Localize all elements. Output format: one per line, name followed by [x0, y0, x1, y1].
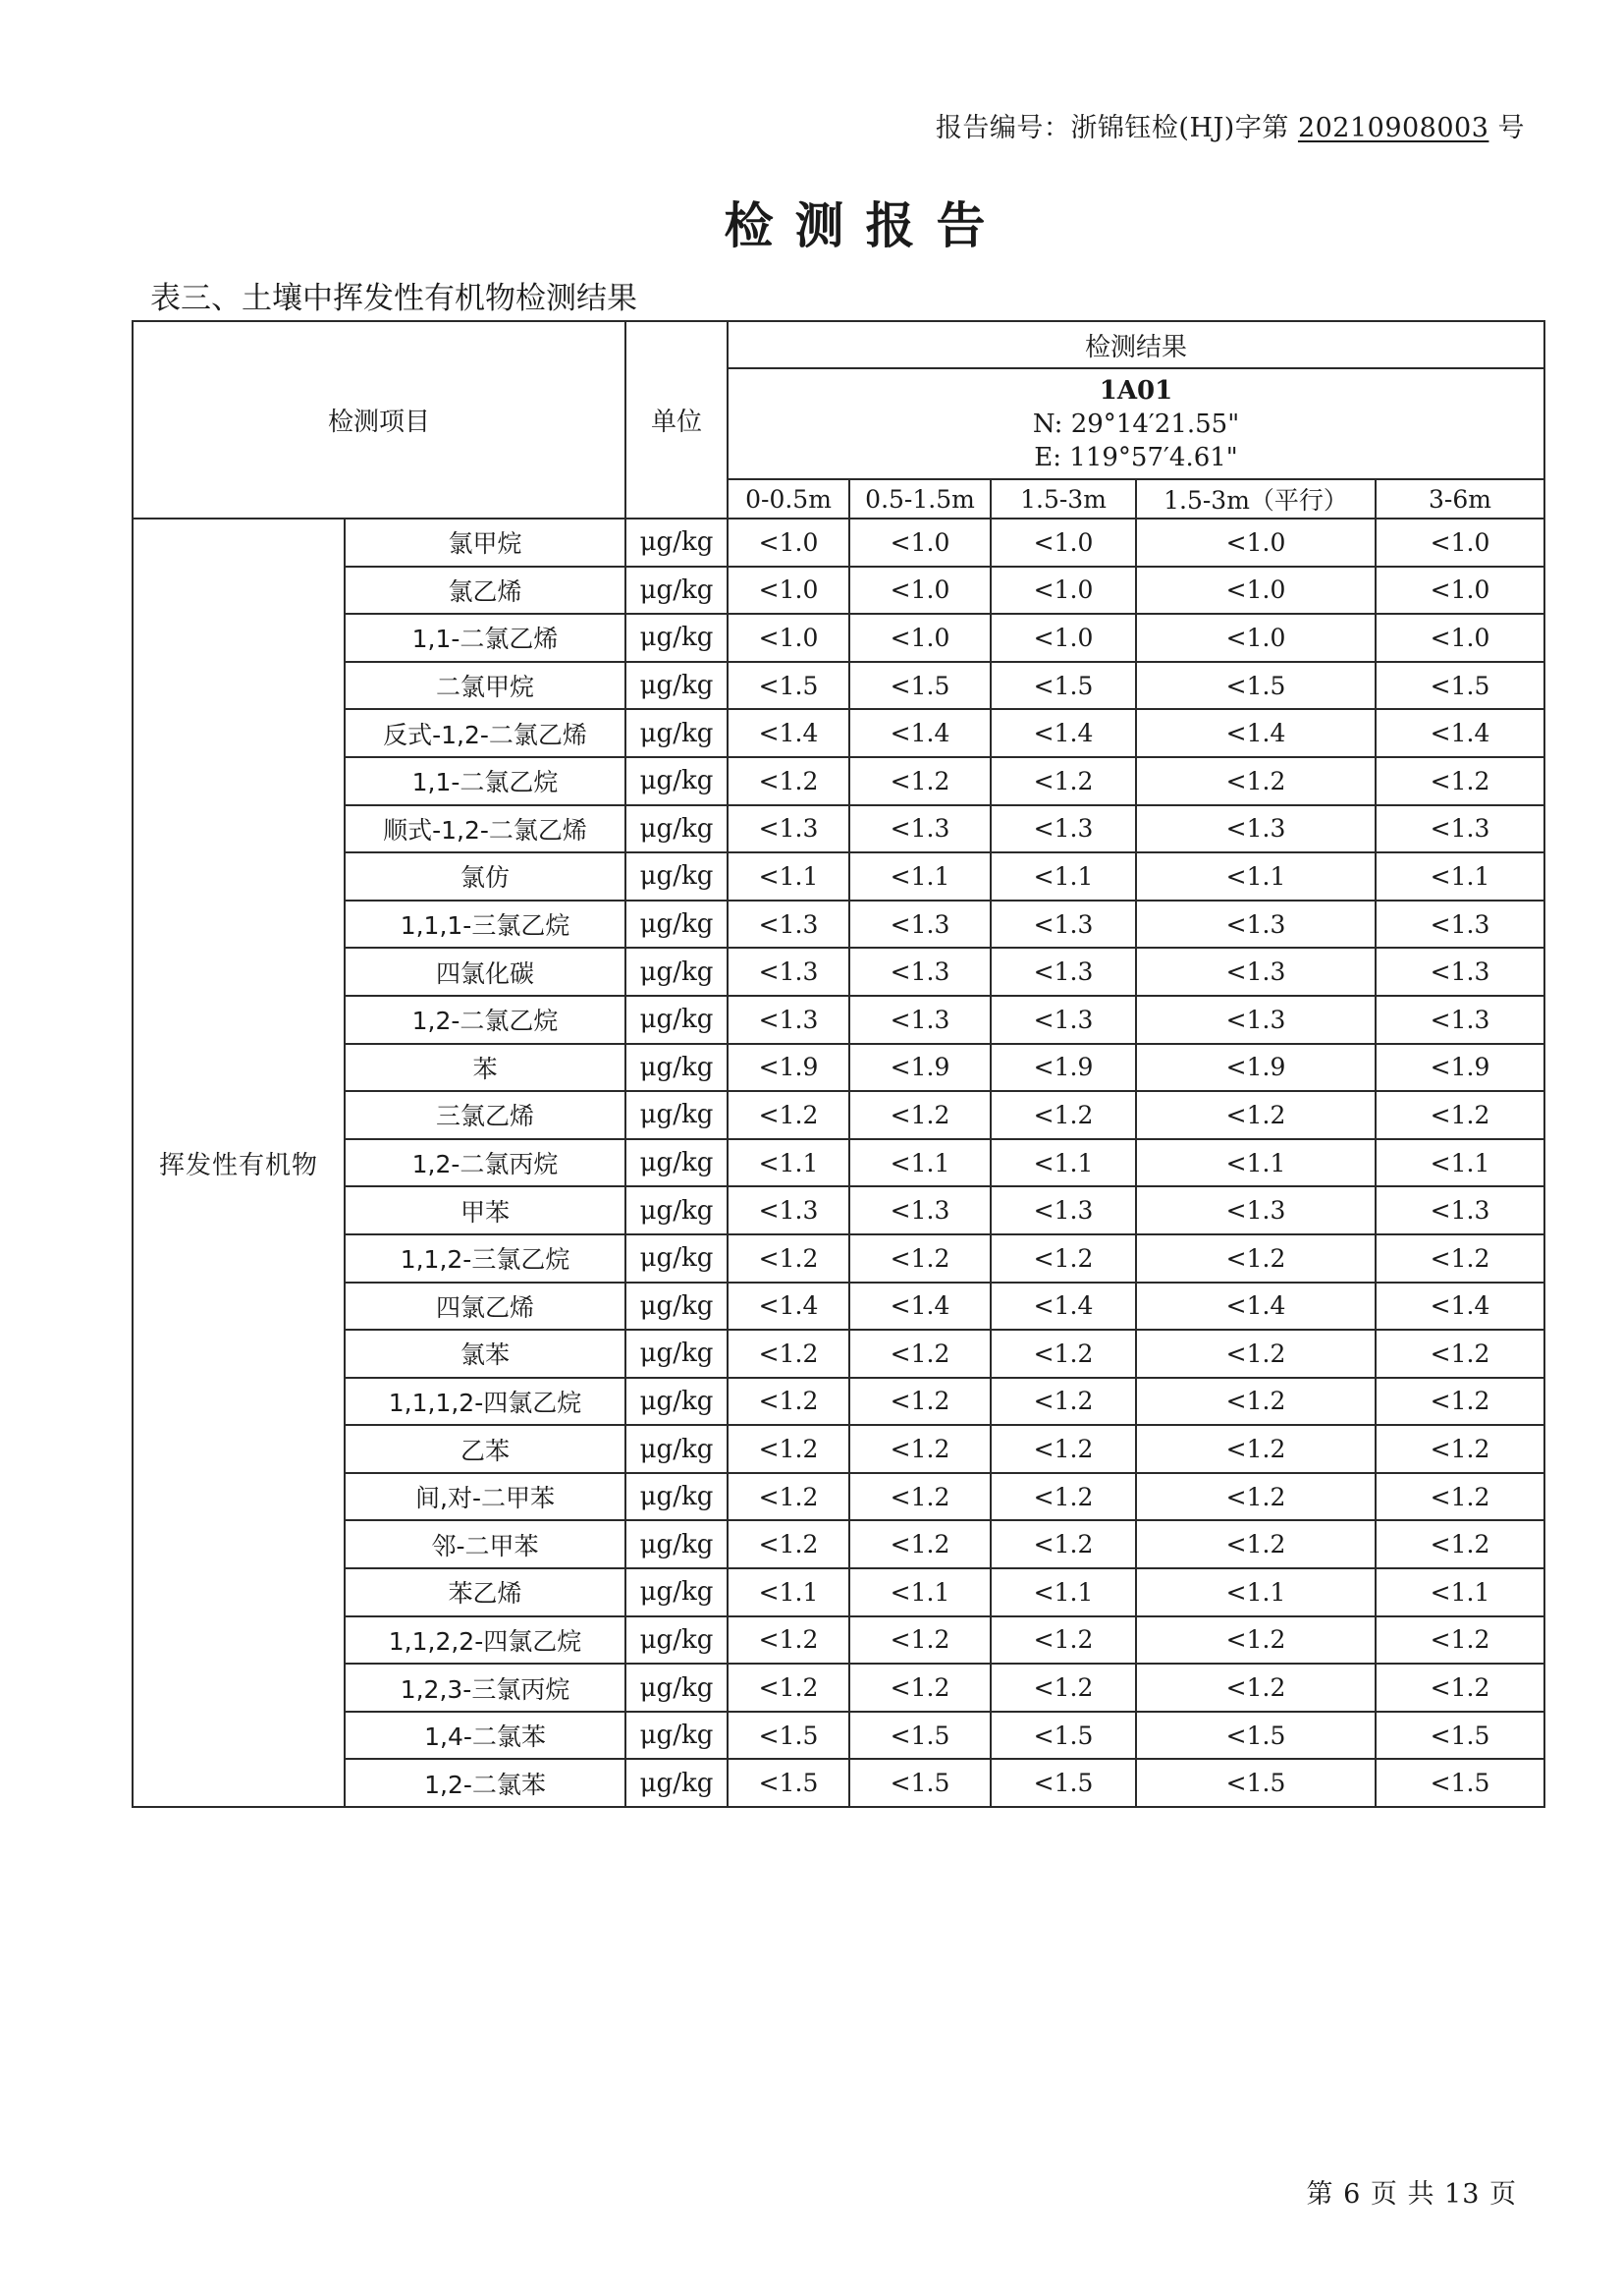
value-cell: <1.0 — [728, 567, 849, 615]
value-cell: <1.3 — [1136, 901, 1376, 949]
table-row — [133, 1234, 1544, 1283]
value-cell: <1.1 — [1376, 1568, 1544, 1616]
value-cell: <1.0 — [849, 614, 991, 662]
unit-cell: μg/kg — [625, 1044, 728, 1092]
value-cell: <1.0 — [991, 614, 1136, 662]
value-cell: <1.0 — [1136, 614, 1376, 662]
depth-header: 0.5-1.5m — [849, 479, 991, 519]
value-cell: <1.9 — [991, 1044, 1136, 1092]
value-cell: <1.2 — [1136, 1091, 1376, 1139]
unit-cell: μg/kg — [625, 662, 728, 710]
header-results: 检测结果 — [728, 321, 1544, 368]
item-name-cell: 氯仿 — [345, 852, 625, 901]
item-name-cell: 1,2-二氯苯 — [345, 1759, 625, 1807]
page-total: 13 — [1444, 2179, 1481, 2210]
item-name-cell: 氯苯 — [345, 1330, 625, 1378]
value-cell: <1.4 — [849, 709, 991, 757]
value-cell: <1.2 — [1376, 1616, 1544, 1665]
value-cell: <1.2 — [1136, 1664, 1376, 1712]
value-cell: <1.9 — [728, 1044, 849, 1092]
value-cell: <1.5 — [991, 1712, 1136, 1760]
value-cell: <1.3 — [991, 901, 1136, 949]
item-name-cell: 二氯甲烷 — [345, 662, 625, 710]
value-cell: <1.4 — [849, 1283, 991, 1331]
value-cell: <1.2 — [728, 1425, 849, 1473]
value-cell: <1.3 — [728, 948, 849, 996]
value-cell: <1.2 — [991, 1378, 1136, 1426]
value-cell: <1.1 — [728, 1568, 849, 1616]
table-row — [133, 1425, 1544, 1473]
value-cell: <1.2 — [849, 1616, 991, 1665]
value-cell: <1.2 — [1376, 1091, 1544, 1139]
header-item: 检测项目 — [133, 321, 625, 519]
value-cell: <1.2 — [1376, 757, 1544, 805]
table-row — [133, 614, 1544, 662]
item-name-cell: 1,1,1,2-四氯乙烷 — [345, 1378, 625, 1426]
item-name-cell: 甲苯 — [345, 1186, 625, 1234]
value-cell: <1.1 — [1136, 852, 1376, 901]
depth-header: 1.5-3m（平行） — [1136, 479, 1376, 519]
item-name-cell: 邻-二甲苯 — [345, 1520, 625, 1568]
value-cell: <1.0 — [1376, 614, 1544, 662]
value-cell: <1.5 — [1136, 662, 1376, 710]
item-name-cell: 苯乙烯 — [345, 1568, 625, 1616]
table-row — [133, 1664, 1544, 1712]
page-mid: 页 共 — [1370, 2179, 1435, 2210]
unit-cell: μg/kg — [625, 709, 728, 757]
table-row — [133, 709, 1544, 757]
value-cell: <1.5 — [1136, 1712, 1376, 1760]
value-cell: <1.2 — [728, 1091, 849, 1139]
item-name-cell: 四氯乙烯 — [345, 1283, 625, 1331]
table-row — [133, 1139, 1544, 1187]
value-cell: <1.2 — [849, 1330, 991, 1378]
value-cell: <1.2 — [849, 1378, 991, 1426]
value-cell: <1.3 — [1136, 948, 1376, 996]
value-cell: <1.2 — [1136, 757, 1376, 805]
value-cell: <1.2 — [1376, 1378, 1544, 1426]
value-cell: <1.2 — [728, 757, 849, 805]
value-cell: <1.3 — [849, 948, 991, 996]
report-number-suffix: 号 — [1497, 113, 1525, 143]
value-cell: <1.0 — [991, 567, 1136, 615]
value-cell: <1.3 — [991, 805, 1136, 853]
value-cell: <1.9 — [1376, 1044, 1544, 1092]
value-cell: <1.2 — [728, 1234, 849, 1283]
unit-cell: μg/kg — [625, 614, 728, 662]
table-row — [133, 948, 1544, 996]
unit-cell: μg/kg — [625, 1091, 728, 1139]
page-prefix: 第 — [1306, 2179, 1334, 2210]
value-cell: <1.5 — [1136, 1759, 1376, 1807]
value-cell: <1.2 — [1376, 1520, 1544, 1568]
item-name-cell: 顺式-1,2-二氯乙烯 — [345, 805, 625, 853]
value-cell: <1.0 — [728, 519, 849, 567]
value-cell: <1.2 — [849, 1520, 991, 1568]
table-row — [133, 1759, 1544, 1807]
value-cell: <1.0 — [1376, 519, 1544, 567]
value-cell: <1.4 — [991, 1283, 1136, 1331]
value-cell: <1.2 — [991, 1425, 1136, 1473]
value-cell: <1.2 — [849, 1664, 991, 1712]
value-cell: <1.3 — [728, 1186, 849, 1234]
item-name-cell: 1,1,2-三氯乙烷 — [345, 1234, 625, 1283]
table-row — [133, 1186, 1544, 1234]
value-cell: <1.9 — [1136, 1044, 1376, 1092]
value-cell: <1.3 — [849, 901, 991, 949]
value-cell: <1.3 — [849, 805, 991, 853]
value-cell: <1.4 — [991, 709, 1136, 757]
site-longitude: E: 119°57′4.61" — [1034, 442, 1238, 472]
value-cell: <1.3 — [991, 996, 1136, 1044]
table-row — [133, 662, 1544, 710]
value-cell: <1.1 — [1136, 1568, 1376, 1616]
unit-cell: μg/kg — [625, 948, 728, 996]
value-cell: <1.2 — [1376, 1425, 1544, 1473]
item-name-cell: 1,1,2,2-四氯乙烷 — [345, 1616, 625, 1665]
value-cell: <1.3 — [728, 901, 849, 949]
value-cell: <1.2 — [991, 757, 1136, 805]
value-cell: <1.3 — [849, 996, 991, 1044]
value-cell: <1.3 — [1136, 1186, 1376, 1234]
table-row — [133, 805, 1544, 853]
value-cell: <1.3 — [728, 996, 849, 1044]
value-cell: <1.4 — [1376, 1283, 1544, 1331]
value-cell: <1.2 — [991, 1234, 1136, 1283]
item-name-cell: 氯乙烯 — [345, 567, 625, 615]
value-cell: <1.0 — [1136, 519, 1376, 567]
unit-cell: μg/kg — [625, 1616, 728, 1665]
value-cell: <1.2 — [728, 1330, 849, 1378]
value-cell: <1.4 — [728, 709, 849, 757]
unit-cell: μg/kg — [625, 1520, 728, 1568]
value-cell: <1.5 — [728, 1759, 849, 1807]
value-cell: <1.3 — [1376, 805, 1544, 853]
page-number — [1306, 2172, 1517, 2211]
value-cell: <1.2 — [849, 1091, 991, 1139]
value-cell: <1.3 — [991, 1186, 1136, 1234]
item-name-cell: 1,2-二氯丙烷 — [345, 1139, 625, 1187]
value-cell: <1.1 — [1136, 1139, 1376, 1187]
page-title: 检测报告 — [724, 197, 1007, 254]
value-cell: <1.2 — [991, 1330, 1136, 1378]
value-cell: <1.3 — [991, 948, 1136, 996]
depth-header: 0-0.5m — [728, 479, 849, 519]
unit-cell: μg/kg — [625, 901, 728, 949]
value-cell: <1.2 — [1376, 1234, 1544, 1283]
value-cell: <1.2 — [991, 1520, 1136, 1568]
unit-cell: μg/kg — [625, 1664, 728, 1712]
table-row — [133, 1044, 1544, 1092]
item-name-cell: 1,2-二氯乙烷 — [345, 996, 625, 1044]
value-cell: <1.0 — [849, 567, 991, 615]
value-cell: <1.3 — [728, 805, 849, 853]
depth-header: 1.5-3m — [991, 479, 1136, 519]
unit-cell: μg/kg — [625, 1139, 728, 1187]
unit-cell: μg/kg — [625, 567, 728, 615]
unit-cell: μg/kg — [625, 1473, 728, 1521]
report-number: 20210908003 — [1297, 113, 1489, 143]
value-cell: <1.3 — [1376, 948, 1544, 996]
value-cell: <1.3 — [1376, 996, 1544, 1044]
item-name-cell: 1,2,3-三氯丙烷 — [345, 1664, 625, 1712]
value-cell: <1.2 — [728, 1616, 849, 1665]
table-row — [133, 1283, 1544, 1331]
header-unit: 单位 — [625, 321, 728, 519]
table-row — [133, 1520, 1544, 1568]
table-row — [133, 567, 1544, 615]
value-cell: <1.1 — [991, 852, 1136, 901]
table-row — [133, 996, 1544, 1044]
item-name-cell: 四氯化碳 — [345, 948, 625, 996]
value-cell: <1.1 — [849, 852, 991, 901]
value-cell: <1.2 — [991, 1473, 1136, 1521]
value-cell: <1.4 — [1136, 709, 1376, 757]
value-cell: <1.2 — [728, 1473, 849, 1521]
value-cell: <1.4 — [1136, 1283, 1376, 1331]
value-cell: <1.1 — [991, 1568, 1136, 1616]
page-suffix: 页 — [1489, 2179, 1517, 2210]
unit-cell: μg/kg — [625, 1186, 728, 1234]
value-cell: <1.3 — [1376, 1186, 1544, 1234]
value-cell: <1.2 — [849, 1234, 991, 1283]
value-cell: <1.0 — [728, 614, 849, 662]
unit-cell: μg/kg — [625, 1330, 728, 1378]
value-cell: <1.2 — [1136, 1330, 1376, 1378]
value-cell: <1.9 — [849, 1044, 991, 1092]
table-row — [133, 1378, 1544, 1426]
value-cell: <1.0 — [991, 519, 1136, 567]
value-cell: <1.5 — [1376, 1712, 1544, 1760]
table-row — [133, 1712, 1544, 1760]
value-cell: <1.2 — [728, 1664, 849, 1712]
item-name-cell: 乙苯 — [345, 1425, 625, 1473]
results-table — [132, 320, 1545, 1808]
value-cell: <1.5 — [991, 1759, 1136, 1807]
item-name-cell: 1,1-二氯乙烷 — [345, 757, 625, 805]
value-cell: <1.5 — [1376, 1759, 1544, 1807]
unit-cell: μg/kg — [625, 805, 728, 853]
report-number-line — [936, 106, 1525, 144]
unit-cell: μg/kg — [625, 1234, 728, 1283]
item-name-cell: 间,对-二甲苯 — [345, 1473, 625, 1521]
header-site — [728, 368, 1544, 479]
value-cell: <1.0 — [1136, 567, 1376, 615]
unit-cell: μg/kg — [625, 1425, 728, 1473]
value-cell: <1.3 — [1136, 805, 1376, 853]
unit-cell: μg/kg — [625, 1568, 728, 1616]
value-cell: <1.5 — [728, 1712, 849, 1760]
item-name-cell: 苯 — [345, 1044, 625, 1092]
value-cell: <1.5 — [728, 662, 849, 710]
table-row — [133, 1616, 1544, 1665]
unit-cell: μg/kg — [625, 1712, 728, 1760]
value-cell: <1.2 — [1136, 1378, 1376, 1426]
unit-cell: μg/kg — [625, 1283, 728, 1331]
item-name-cell: 反式-1,2-二氯乙烯 — [345, 709, 625, 757]
unit-cell: μg/kg — [625, 757, 728, 805]
table-row — [133, 1091, 1544, 1139]
item-name-cell: 氯甲烷 — [345, 519, 625, 567]
unit-cell: μg/kg — [625, 996, 728, 1044]
value-cell: <1.5 — [849, 1759, 991, 1807]
value-cell: <1.5 — [1376, 662, 1544, 710]
value-cell: <1.3 — [1376, 901, 1544, 949]
table-row — [133, 757, 1544, 805]
table-row — [133, 1568, 1544, 1616]
unit-cell: μg/kg — [625, 852, 728, 901]
item-name-cell: 1,1-二氯乙烯 — [345, 614, 625, 662]
unit-cell: μg/kg — [625, 519, 728, 567]
value-cell: <1.2 — [991, 1664, 1136, 1712]
value-cell: <1.1 — [849, 1568, 991, 1616]
value-cell: <1.1 — [1376, 1139, 1544, 1187]
value-cell: <1.2 — [1136, 1473, 1376, 1521]
site-latitude: N: 29°14′21.55" — [1032, 409, 1240, 439]
value-cell: <1.2 — [1136, 1425, 1376, 1473]
value-cell: <1.2 — [1136, 1234, 1376, 1283]
item-name-cell: 1,4-二氯苯 — [345, 1712, 625, 1760]
value-cell: <1.2 — [991, 1091, 1136, 1139]
table-row — [133, 519, 1544, 567]
value-cell: <1.2 — [728, 1520, 849, 1568]
value-cell: <1.2 — [728, 1378, 849, 1426]
report-number-prefix: 报告编号：浙锦钰检(HJ)字第 — [935, 113, 1289, 143]
table-row — [133, 1473, 1544, 1521]
value-cell: <1.2 — [1136, 1616, 1376, 1665]
site-id: 1A01 — [1099, 375, 1173, 406]
value-cell: <1.2 — [1376, 1473, 1544, 1521]
unit-cell: μg/kg — [625, 1378, 728, 1426]
value-cell: <1.5 — [849, 1712, 991, 1760]
value-cell: <1.4 — [1376, 709, 1544, 757]
table-caption: 表三、土壤中挥发性有机物检测结果 — [150, 281, 637, 316]
unit-cell: μg/kg — [625, 1759, 728, 1807]
value-cell: <1.3 — [849, 1186, 991, 1234]
value-cell: <1.2 — [849, 757, 991, 805]
value-cell: <1.2 — [849, 1473, 991, 1521]
value-cell: <1.5 — [849, 662, 991, 710]
depth-header: 3-6m — [1376, 479, 1544, 519]
value-cell: <1.2 — [1136, 1520, 1376, 1568]
value-cell: <1.2 — [1376, 1664, 1544, 1712]
value-cell: <1.2 — [849, 1425, 991, 1473]
table-row — [133, 901, 1544, 949]
value-cell: <1.1 — [849, 1139, 991, 1187]
table-row — [133, 1330, 1544, 1378]
value-cell: <1.1 — [991, 1139, 1136, 1187]
value-cell: <1.1 — [728, 852, 849, 901]
value-cell: <1.4 — [728, 1283, 849, 1331]
table-row — [133, 852, 1544, 901]
category-cell: 挥发性有机物 — [133, 519, 345, 1807]
value-cell: <1.2 — [1376, 1330, 1544, 1378]
value-cell: <1.1 — [1376, 852, 1544, 901]
value-cell: <1.2 — [991, 1616, 1136, 1665]
value-cell: <1.3 — [1136, 996, 1376, 1044]
item-name-cell: 1,1,1-三氯乙烷 — [345, 901, 625, 949]
value-cell: <1.1 — [728, 1139, 849, 1187]
page-current: 6 — [1343, 2179, 1362, 2210]
value-cell: <1.0 — [1376, 567, 1544, 615]
item-name-cell: 三氯乙烯 — [345, 1091, 625, 1139]
value-cell: <1.5 — [991, 662, 1136, 710]
value-cell: <1.0 — [849, 519, 991, 567]
